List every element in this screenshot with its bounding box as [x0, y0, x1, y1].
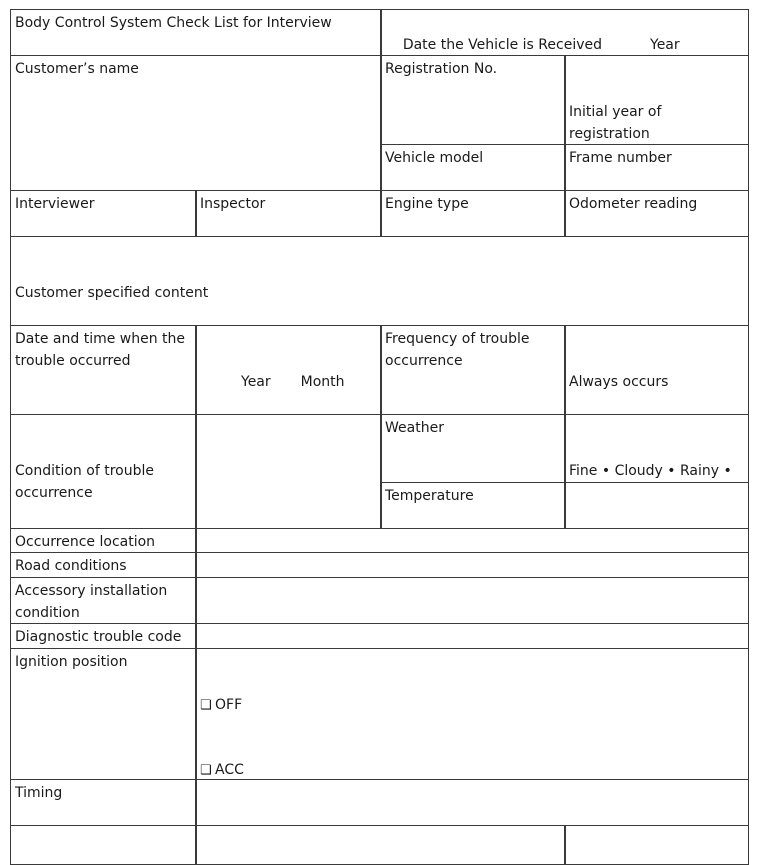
ignition-options — [195, 648, 749, 780]
weather-field[interactable] — [564, 414, 749, 483]
ignition-label: Ignition position — [10, 648, 197, 780]
accessory-label: Accessory installation condition — [10, 577, 197, 624]
frame-number-field[interactable]: Frame number — [564, 144, 749, 191]
temperature-label: Temperature — [380, 482, 566, 529]
frequency-field[interactable] — [564, 325, 749, 415]
temperature-field[interactable] — [564, 482, 749, 529]
ignition-option[interactable]: ❑ OFF — [200, 695, 744, 717]
timing-options — [195, 779, 749, 826]
odometer-reading-field[interactable]: Odometer reading — [564, 190, 749, 237]
customer-name-field[interactable]: Customer’s name — [10, 55, 382, 191]
timing-label: Timing — [10, 779, 197, 826]
dtc-label: Diagnostic trouble code — [10, 623, 197, 649]
dtc-field[interactable] — [195, 623, 749, 649]
form-title: Body Control System Check List for Interview — [10, 9, 382, 56]
trouble-year: Year — [241, 374, 271, 390]
accessory-field[interactable] — [195, 577, 749, 624]
condition-field[interactable] — [195, 414, 382, 529]
inspector-field[interactable]: Inspector — [195, 190, 382, 237]
trouble-month: Month — [300, 374, 345, 390]
interviewer-field[interactable]: Interviewer — [10, 190, 197, 237]
customer-content-field[interactable] — [10, 236, 749, 326]
customer-content-label: Customer specified content — [15, 285, 209, 301]
occurrence-location-label: Occurrence location — [10, 528, 197, 553]
trouble-datetime-field[interactable] — [195, 325, 382, 415]
initial-registration-label: Initial year of registration — [569, 104, 666, 142]
checkbox-icon[interactable]: ❑ — [200, 698, 212, 713]
occurrence-location-field[interactable] — [195, 528, 749, 553]
weather-options: Fine • Cloudy • Rainy • — [569, 463, 732, 479]
date-received-field[interactable] — [380, 9, 749, 56]
next-row-middle[interactable] — [195, 825, 566, 865]
vehicle-model-field[interactable]: Vehicle model — [380, 144, 566, 191]
next-row-label — [10, 825, 197, 865]
frequency-label: Frequency of trouble occurrence — [380, 325, 566, 415]
checkbox-icon[interactable]: ❑ — [200, 762, 212, 778]
road-conditions-field[interactable] — [195, 552, 749, 578]
ignition-option[interactable]: ❑ ACC — [200, 760, 744, 781]
registration-no-field[interactable]: Registration No. — [380, 55, 566, 145]
frequency-always: Always occurs — [569, 374, 669, 390]
engine-type-field[interactable]: Engine type — [380, 190, 566, 237]
date-received-year: Year — [650, 36, 680, 53]
date-received-label: Date the Vehicle is Received — [402, 36, 602, 53]
initial-registration-field[interactable] — [564, 55, 749, 145]
next-row-right[interactable] — [564, 825, 749, 865]
weather-label: Weather — [380, 414, 566, 483]
condition-label: Condition of trouble occurrence — [10, 414, 197, 529]
road-conditions-label: Road conditions — [10, 552, 197, 578]
trouble-datetime-label: Date and time when the trouble occurred — [10, 325, 197, 415]
